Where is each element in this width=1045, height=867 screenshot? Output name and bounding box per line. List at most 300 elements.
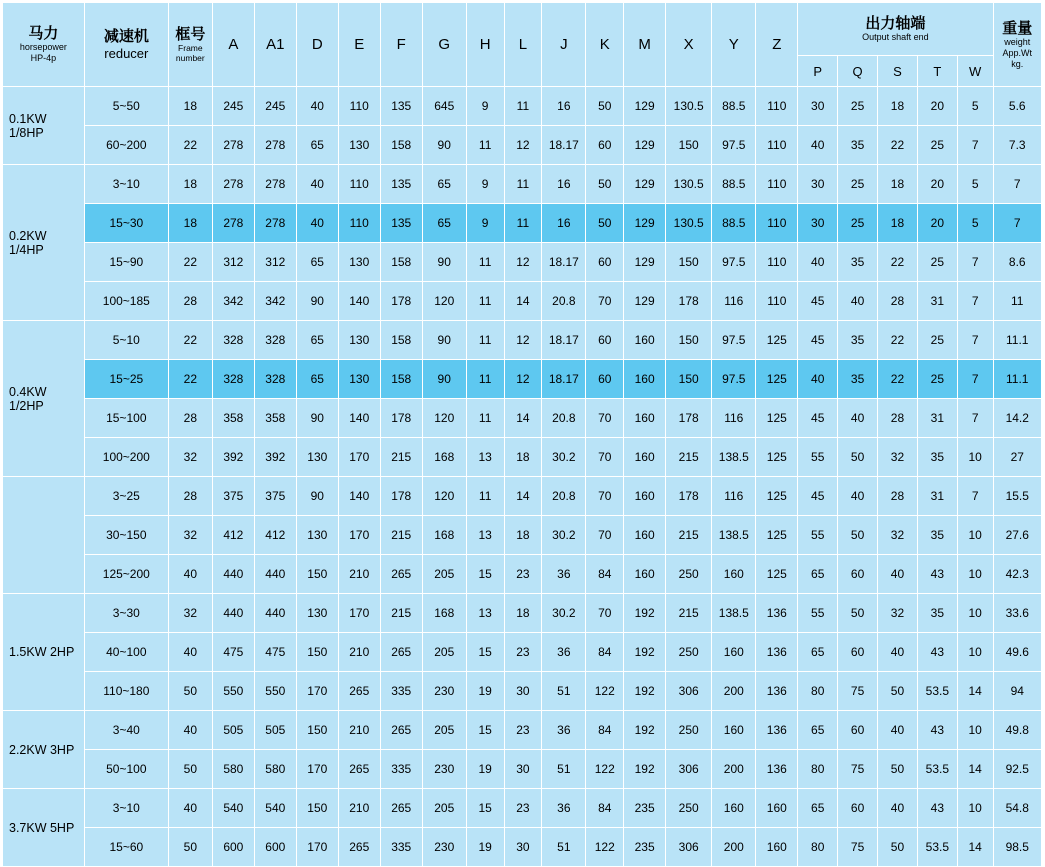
dim-cell-A: 278 — [212, 165, 254, 204]
dim-cell-X: 215 — [666, 438, 712, 477]
table-row — [3, 282, 1042, 321]
header-col-F: F — [380, 3, 422, 87]
output-cell-T: 35 — [917, 594, 957, 633]
reducer-cell: 3~10 — [84, 789, 168, 828]
reducer-cell: 15~60 — [84, 828, 168, 867]
dim-cell-F: 135 — [380, 165, 422, 204]
output-cell-T: 35 — [917, 438, 957, 477]
dim-cell-Z: 110 — [756, 165, 798, 204]
dim-cell-H: 11 — [466, 360, 504, 399]
reducer-cell: 60~200 — [84, 126, 168, 165]
dim-cell-L: 18 — [504, 438, 542, 477]
output-cell-T: 31 — [917, 399, 957, 438]
frame-number-cell: 40 — [168, 789, 212, 828]
output-cell-S: 22 — [878, 321, 918, 360]
output-cell-P: 30 — [798, 165, 838, 204]
dim-cell-H: 11 — [466, 399, 504, 438]
header-frame-en2: number — [175, 53, 205, 64]
dim-cell-A: 505 — [212, 711, 254, 750]
dim-cell-E: 170 — [338, 594, 380, 633]
dim-cell-X: 306 — [666, 672, 712, 711]
dim-cell-M: 129 — [624, 282, 666, 321]
frame-number-cell: 32 — [168, 516, 212, 555]
dim-cell-J: 18.17 — [542, 126, 586, 165]
dim-cell-M: 129 — [624, 204, 666, 243]
dim-cell-F: 135 — [380, 87, 422, 126]
dim-cell-Y: 200 — [712, 828, 756, 867]
dim-cell-X: 150 — [666, 243, 712, 282]
dim-cell-Z: 125 — [756, 555, 798, 594]
horsepower-cell: 1.5KW 2HP — [3, 594, 85, 711]
dim-cell-F: 265 — [380, 555, 422, 594]
header-weight-cn: 重量 — [1002, 19, 1033, 37]
header-reducer-en: reducer — [104, 45, 149, 61]
dim-cell-X: 150 — [666, 360, 712, 399]
dim-cell-E: 130 — [338, 360, 380, 399]
output-cell-T: 43 — [917, 555, 957, 594]
dim-cell-X: 250 — [666, 711, 712, 750]
horsepower-cell: 0.4KW 1/2HP — [3, 321, 85, 477]
frame-number-cell: 28 — [168, 282, 212, 321]
dim-cell-Z: 125 — [756, 438, 798, 477]
header-col-A1: A1 — [254, 3, 296, 87]
output-cell-W: 7 — [957, 282, 993, 321]
output-cell-T: 25 — [917, 321, 957, 360]
dim-cell-J: 18.17 — [542, 360, 586, 399]
dim-cell-H: 9 — [466, 87, 504, 126]
header-horsepower-en: horsepower — [19, 42, 67, 53]
weight-cell: 94 — [993, 672, 1041, 711]
output-cell-W: 7 — [957, 477, 993, 516]
header-horsepower — [3, 3, 85, 87]
dim-cell-L: 14 — [504, 399, 542, 438]
dim-cell-F: 335 — [380, 750, 422, 789]
output-cell-T: 25 — [917, 126, 957, 165]
dim-cell-Y: 200 — [712, 672, 756, 711]
header-col-M: M — [624, 3, 666, 87]
dim-cell-E: 170 — [338, 438, 380, 477]
dim-cell-X: 130.5 — [666, 204, 712, 243]
table-row — [3, 477, 1042, 516]
dim-cell-E: 170 — [338, 516, 380, 555]
dim-cell-G: 120 — [422, 477, 466, 516]
dim-cell-J: 20.8 — [542, 282, 586, 321]
dim-cell-G: 168 — [422, 594, 466, 633]
dim-cell-D: 150 — [296, 555, 338, 594]
dim-cell-E: 130 — [338, 243, 380, 282]
output-cell-W: 7 — [957, 321, 993, 360]
dim-cell-G: 230 — [422, 828, 466, 867]
dim-cell-M: 192 — [624, 750, 666, 789]
dim-cell-A: 358 — [212, 399, 254, 438]
dim-cell-H: 19 — [466, 750, 504, 789]
output-cell-P: 45 — [798, 282, 838, 321]
header-out-Q: Q — [838, 56, 878, 87]
header-out-S: S — [878, 56, 918, 87]
dim-cell-Y: 88.5 — [712, 204, 756, 243]
header-col-J: J — [542, 3, 586, 87]
dim-cell-X: 250 — [666, 789, 712, 828]
output-cell-T: 20 — [917, 87, 957, 126]
dim-cell-K: 70 — [586, 594, 624, 633]
dim-cell-A: 278 — [212, 126, 254, 165]
frame-number-cell: 18 — [168, 204, 212, 243]
horsepower-cell — [3, 477, 85, 594]
dim-cell-H: 19 — [466, 828, 504, 867]
output-cell-Q: 40 — [838, 477, 878, 516]
output-cell-S: 18 — [878, 87, 918, 126]
weight-cell: 33.6 — [993, 594, 1041, 633]
dim-cell-Z: 125 — [756, 399, 798, 438]
table-row — [3, 87, 1042, 126]
dim-cell-J: 51 — [542, 750, 586, 789]
frame-number-cell: 22 — [168, 243, 212, 282]
dim-cell-D: 65 — [296, 126, 338, 165]
dim-cell-A1: 505 — [254, 711, 296, 750]
dim-cell-Y: 116 — [712, 282, 756, 321]
dim-cell-D: 130 — [296, 516, 338, 555]
dim-cell-J: 36 — [542, 555, 586, 594]
dim-cell-L: 18 — [504, 594, 542, 633]
dim-cell-Y: 160 — [712, 633, 756, 672]
dim-cell-Y: 138.5 — [712, 516, 756, 555]
output-cell-T: 31 — [917, 477, 957, 516]
dim-cell-F: 215 — [380, 594, 422, 633]
dim-cell-A: 412 — [212, 516, 254, 555]
dim-cell-Y: 138.5 — [712, 438, 756, 477]
dim-cell-L: 23 — [504, 711, 542, 750]
output-cell-S: 40 — [878, 789, 918, 828]
dim-cell-Y: 160 — [712, 555, 756, 594]
reducer-cell: 100~200 — [84, 438, 168, 477]
frame-number-cell: 32 — [168, 438, 212, 477]
dim-cell-G: 168 — [422, 438, 466, 477]
frame-number-cell: 50 — [168, 828, 212, 867]
dim-cell-X: 150 — [666, 321, 712, 360]
output-cell-S: 28 — [878, 477, 918, 516]
reducer-cell: 3~30 — [84, 594, 168, 633]
dim-cell-H: 15 — [466, 555, 504, 594]
dim-cell-K: 70 — [586, 516, 624, 555]
specification-table — [2, 2, 1042, 867]
dim-cell-X: 306 — [666, 828, 712, 867]
dim-cell-X: 250 — [666, 555, 712, 594]
dim-cell-K: 50 — [586, 204, 624, 243]
dim-cell-F: 215 — [380, 438, 422, 477]
dim-cell-Z: 136 — [756, 594, 798, 633]
dim-cell-G: 645 — [422, 87, 466, 126]
dim-cell-G: 65 — [422, 204, 466, 243]
output-cell-P: 55 — [798, 516, 838, 555]
dim-cell-Y: 116 — [712, 399, 756, 438]
dim-cell-H: 19 — [466, 672, 504, 711]
dim-cell-Z: 125 — [756, 360, 798, 399]
output-cell-W: 10 — [957, 555, 993, 594]
output-cell-T: 53.5 — [917, 828, 957, 867]
dim-cell-F: 265 — [380, 711, 422, 750]
output-cell-W: 7 — [957, 399, 993, 438]
output-cell-T: 35 — [917, 516, 957, 555]
reducer-cell: 15~30 — [84, 204, 168, 243]
dim-cell-F: 335 — [380, 828, 422, 867]
dim-cell-E: 210 — [338, 555, 380, 594]
weight-cell: 11.1 — [993, 360, 1041, 399]
dim-cell-L: 23 — [504, 555, 542, 594]
table-row — [3, 789, 1042, 828]
dim-cell-L: 30 — [504, 750, 542, 789]
output-cell-T: 31 — [917, 282, 957, 321]
dim-cell-E: 265 — [338, 750, 380, 789]
header-frame-cn: 框号 — [175, 25, 206, 43]
dim-cell-D: 90 — [296, 399, 338, 438]
dim-cell-A1: 245 — [254, 87, 296, 126]
dim-cell-J: 30.2 — [542, 516, 586, 555]
dim-cell-E: 140 — [338, 282, 380, 321]
output-cell-Q: 35 — [838, 321, 878, 360]
weight-cell: 27.6 — [993, 516, 1041, 555]
table-row — [3, 750, 1042, 789]
output-cell-W: 5 — [957, 87, 993, 126]
dim-cell-Z: 125 — [756, 321, 798, 360]
dim-cell-K: 70 — [586, 399, 624, 438]
table-row — [3, 321, 1042, 360]
dim-cell-K: 122 — [586, 672, 624, 711]
header-out-W: W — [957, 56, 993, 87]
output-cell-W: 7 — [957, 243, 993, 282]
dim-cell-H: 11 — [466, 243, 504, 282]
output-cell-T: 43 — [917, 633, 957, 672]
dim-cell-A: 245 — [212, 87, 254, 126]
header-col-A: A — [212, 3, 254, 87]
dim-cell-A: 440 — [212, 594, 254, 633]
dim-cell-D: 40 — [296, 87, 338, 126]
table-header — [3, 3, 1042, 87]
frame-number-cell: 40 — [168, 633, 212, 672]
weight-cell: 8.6 — [993, 243, 1041, 282]
output-cell-S: 22 — [878, 360, 918, 399]
frame-number-cell: 18 — [168, 165, 212, 204]
dim-cell-M: 129 — [624, 87, 666, 126]
dim-cell-J: 16 — [542, 87, 586, 126]
dim-cell-Z: 110 — [756, 243, 798, 282]
reducer-cell: 40~100 — [84, 633, 168, 672]
dim-cell-G: 168 — [422, 516, 466, 555]
table-body — [3, 87, 1042, 867]
dim-cell-X: 150 — [666, 126, 712, 165]
reducer-cell: 110~180 — [84, 672, 168, 711]
dim-cell-H: 11 — [466, 321, 504, 360]
dim-cell-F: 215 — [380, 516, 422, 555]
dim-cell-G: 205 — [422, 555, 466, 594]
dim-cell-A1: 600 — [254, 828, 296, 867]
dim-cell-K: 122 — [586, 750, 624, 789]
dim-cell-Z: 160 — [756, 828, 798, 867]
output-cell-S: 32 — [878, 438, 918, 477]
output-cell-S: 32 — [878, 594, 918, 633]
dim-cell-D: 130 — [296, 438, 338, 477]
dim-cell-Y: 160 — [712, 711, 756, 750]
dim-cell-J: 36 — [542, 789, 586, 828]
output-cell-S: 40 — [878, 555, 918, 594]
output-cell-P: 80 — [798, 672, 838, 711]
dim-cell-F: 178 — [380, 477, 422, 516]
frame-number-cell: 40 — [168, 711, 212, 750]
reducer-cell: 3~40 — [84, 711, 168, 750]
dim-cell-X: 215 — [666, 594, 712, 633]
dim-cell-E: 265 — [338, 672, 380, 711]
dim-cell-K: 122 — [586, 828, 624, 867]
dim-cell-J: 20.8 — [542, 477, 586, 516]
dim-cell-M: 160 — [624, 399, 666, 438]
output-cell-Q: 75 — [838, 672, 878, 711]
output-cell-T: 25 — [917, 243, 957, 282]
dim-cell-X: 250 — [666, 633, 712, 672]
header-col-K: K — [586, 3, 624, 87]
dim-cell-M: 160 — [624, 438, 666, 477]
output-cell-W: 7 — [957, 126, 993, 165]
dim-cell-F: 335 — [380, 672, 422, 711]
dim-cell-Y: 116 — [712, 477, 756, 516]
dim-cell-K: 84 — [586, 555, 624, 594]
frame-number-cell: 18 — [168, 87, 212, 126]
output-cell-P: 65 — [798, 789, 838, 828]
output-cell-T: 43 — [917, 789, 957, 828]
dim-cell-K: 84 — [586, 711, 624, 750]
dim-cell-E: 110 — [338, 87, 380, 126]
dim-cell-A: 375 — [212, 477, 254, 516]
dim-cell-G: 65 — [422, 165, 466, 204]
output-cell-P: 45 — [798, 477, 838, 516]
dim-cell-A1: 540 — [254, 789, 296, 828]
header-reducer — [84, 3, 168, 87]
weight-cell: 14.2 — [993, 399, 1041, 438]
dim-cell-J: 30.2 — [542, 594, 586, 633]
output-cell-S: 18 — [878, 165, 918, 204]
frame-number-cell: 50 — [168, 750, 212, 789]
dim-cell-H: 15 — [466, 711, 504, 750]
output-cell-P: 30 — [798, 204, 838, 243]
weight-cell: 49.6 — [993, 633, 1041, 672]
dim-cell-A: 540 — [212, 789, 254, 828]
output-cell-Q: 60 — [838, 633, 878, 672]
reducer-cell: 5~10 — [84, 321, 168, 360]
output-cell-Q: 60 — [838, 711, 878, 750]
dim-cell-D: 170 — [296, 750, 338, 789]
dim-cell-K: 60 — [586, 126, 624, 165]
table-row — [3, 555, 1042, 594]
dim-cell-M: 192 — [624, 672, 666, 711]
output-cell-P: 65 — [798, 555, 838, 594]
dim-cell-L: 11 — [504, 87, 542, 126]
output-cell-Q: 50 — [838, 516, 878, 555]
dim-cell-D: 90 — [296, 477, 338, 516]
dim-cell-G: 90 — [422, 321, 466, 360]
output-cell-W: 14 — [957, 750, 993, 789]
table-row — [3, 243, 1042, 282]
output-cell-W: 10 — [957, 789, 993, 828]
dim-cell-Y: 138.5 — [712, 594, 756, 633]
table-row — [3, 711, 1042, 750]
dim-cell-A1: 278 — [254, 204, 296, 243]
weight-cell: 7.3 — [993, 126, 1041, 165]
output-cell-T: 53.5 — [917, 672, 957, 711]
weight-cell: 11.1 — [993, 321, 1041, 360]
dim-cell-Z: 125 — [756, 516, 798, 555]
dim-cell-X: 178 — [666, 477, 712, 516]
frame-number-cell: 28 — [168, 399, 212, 438]
output-cell-W: 14 — [957, 828, 993, 867]
dim-cell-X: 306 — [666, 750, 712, 789]
table-row — [3, 360, 1042, 399]
dim-cell-J: 18.17 — [542, 243, 586, 282]
frame-number-cell: 40 — [168, 555, 212, 594]
dim-cell-M: 160 — [624, 321, 666, 360]
dim-cell-A: 342 — [212, 282, 254, 321]
dim-cell-Y: 97.5 — [712, 360, 756, 399]
output-cell-Q: 35 — [838, 126, 878, 165]
output-cell-P: 40 — [798, 243, 838, 282]
dim-cell-L: 23 — [504, 789, 542, 828]
dim-cell-J: 16 — [542, 204, 586, 243]
dim-cell-K: 70 — [586, 477, 624, 516]
dim-cell-L: 12 — [504, 360, 542, 399]
dim-cell-A: 312 — [212, 243, 254, 282]
dim-cell-H: 15 — [466, 789, 504, 828]
output-cell-Q: 60 — [838, 789, 878, 828]
dim-cell-Z: 110 — [756, 87, 798, 126]
reducer-cell: 100~185 — [84, 282, 168, 321]
output-cell-Q: 60 — [838, 555, 878, 594]
weight-cell: 49.8 — [993, 711, 1041, 750]
output-cell-S: 50 — [878, 828, 918, 867]
dim-cell-F: 178 — [380, 399, 422, 438]
dim-cell-Z: 110 — [756, 126, 798, 165]
header-col-D: D — [296, 3, 338, 87]
table-row — [3, 165, 1042, 204]
dim-cell-Y: 200 — [712, 750, 756, 789]
dim-cell-H: 9 — [466, 204, 504, 243]
dim-cell-M: 192 — [624, 633, 666, 672]
weight-cell: 27 — [993, 438, 1041, 477]
dim-cell-X: 130.5 — [666, 165, 712, 204]
frame-number-cell: 22 — [168, 126, 212, 165]
output-cell-S: 28 — [878, 282, 918, 321]
dim-cell-G: 230 — [422, 672, 466, 711]
dim-cell-J: 36 — [542, 711, 586, 750]
dim-cell-M: 160 — [624, 555, 666, 594]
output-cell-Q: 40 — [838, 282, 878, 321]
dim-cell-E: 110 — [338, 165, 380, 204]
weight-cell: 54.8 — [993, 789, 1041, 828]
dim-cell-E: 110 — [338, 204, 380, 243]
dim-cell-L: 12 — [504, 321, 542, 360]
header-col-L: L — [504, 3, 542, 87]
dim-cell-D: 40 — [296, 204, 338, 243]
dim-cell-A: 328 — [212, 321, 254, 360]
output-cell-Q: 35 — [838, 243, 878, 282]
output-cell-S: 18 — [878, 204, 918, 243]
frame-number-cell: 22 — [168, 321, 212, 360]
dim-cell-H: 11 — [466, 477, 504, 516]
dim-cell-L: 12 — [504, 126, 542, 165]
dim-cell-A1: 392 — [254, 438, 296, 477]
dim-cell-M: 129 — [624, 126, 666, 165]
dim-cell-F: 135 — [380, 204, 422, 243]
output-cell-W: 10 — [957, 711, 993, 750]
dim-cell-D: 65 — [296, 243, 338, 282]
output-cell-S: 32 — [878, 516, 918, 555]
dim-cell-D: 90 — [296, 282, 338, 321]
